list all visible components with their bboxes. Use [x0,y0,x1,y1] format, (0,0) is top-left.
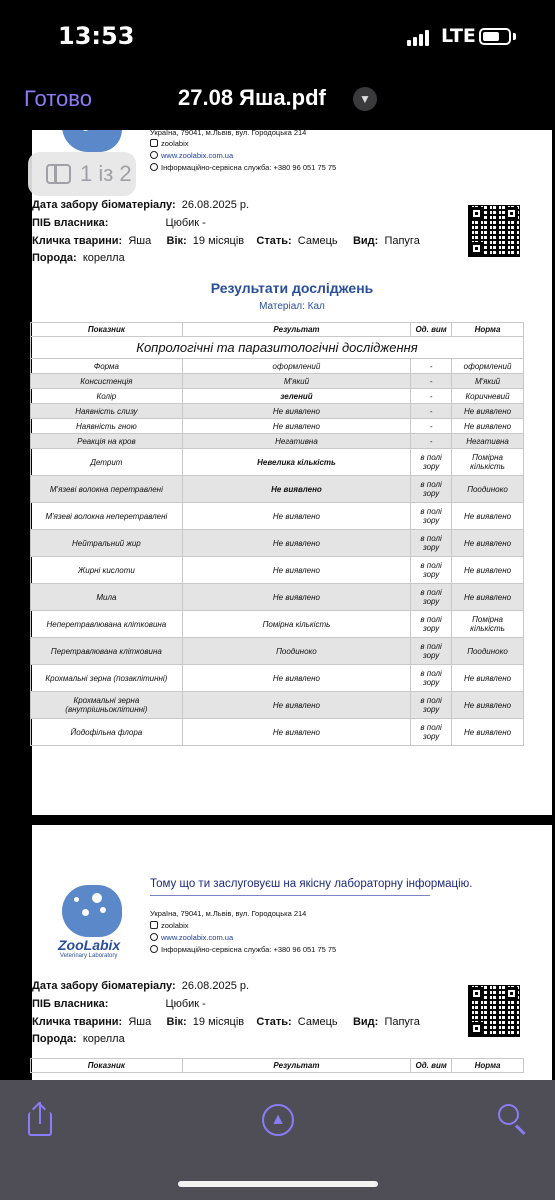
row-result: Не виявлено [182,719,410,746]
row-unit: - [411,359,452,374]
row-unit: - [411,389,452,404]
col-header: Норма [452,323,524,337]
sample-date: Дата забору біоматеріалу: 26.08.2025 р. [32,199,250,211]
table-row [31,503,524,530]
row-norm: Не виявлено [452,404,524,419]
globe-icon [150,151,158,159]
row-result: Негативна [182,434,410,449]
battery-icon [479,28,511,45]
row-unit: в полі зору [411,584,452,611]
lab-tagline: Тому що ти заслуговуєш на якісну лабораторну інформацію. [150,878,473,890]
row-unit: в полі зору [411,638,452,665]
row-result: М'який [182,374,410,389]
row-norm: Помірна кількість [452,449,524,476]
info-icon [150,945,158,953]
search-icon[interactable] [498,1104,530,1136]
row-result: Не виявлено [182,476,410,503]
nav-bar [0,70,555,130]
section-row: Копрологічні та паразитологічні дослідження [31,337,524,359]
status-time: 13:53 [58,22,135,50]
row-norm: Не виявлено [452,557,524,584]
pet-info: Кличка тварини: Яша Вік: 19 місяців Стать: Самець Вид: Папуга [32,1016,420,1028]
table-row [31,557,524,584]
owner-name: ПІБ власника: Цюбик - [32,217,206,229]
row-name: Жирні кислоти [31,557,183,584]
row-result: Не виявлено [182,665,410,692]
row-name: Форма [31,359,183,374]
row-result: оформлений [182,359,410,374]
pdf-page-1 [32,130,552,815]
results-table-page2 [30,1058,524,1073]
row-unit: в полі зору [411,692,452,719]
home-indicator[interactable] [178,1181,378,1187]
done-button[interactable]: Готово [24,86,92,111]
instagram-icon [150,139,158,147]
row-unit: - [411,434,452,449]
row-norm: Не виявлено [452,665,524,692]
row-norm: Не виявлено [452,503,524,530]
table-row [31,419,524,434]
row-unit: - [411,419,452,434]
table-row [31,719,524,746]
results-table [30,322,524,746]
row-norm: Коричневий [452,389,524,404]
col-header: Од. вим [411,323,452,337]
table-row [31,611,524,638]
row-name: Консистенція [31,374,183,389]
row-name: Неперетравлювана клітковина [31,611,183,638]
row-norm: Не виявлено [452,584,524,611]
chevron-down-icon[interactable]: ▼ [353,87,377,111]
row-unit: в полі зору [411,665,452,692]
results-material: Матеріал: Кал [259,301,325,312]
row-result: Не виявлено [182,404,410,419]
tagline-divider [150,895,430,896]
row-norm: Не виявлено [452,419,524,434]
breed: Порода: корелла [32,1033,125,1045]
pdf-viewer[interactable] [0,130,555,1080]
instagram-icon [150,921,158,929]
table-row [31,584,524,611]
row-unit: - [411,374,452,389]
lab-address: Україна, 79041, м.Львів, вул. Городоцька 214 [150,130,307,137]
info-icon [150,163,158,171]
lab-address: Україна, 79041, м.Львів, вул. Городоцька 214 [150,909,307,918]
network-type: LTE [441,25,476,47]
markup-icon[interactable]: ▲ [262,1104,294,1136]
row-name: Наявність гною [31,419,183,434]
row-norm: Поодиноко [452,476,524,503]
share-icon[interactable] [26,1102,54,1138]
row-norm: Не виявлено [452,530,524,557]
breed: Порода: корелла [32,252,125,264]
table-row [31,530,524,557]
row-norm: Негативна [452,434,524,449]
results-title: Результати досліджень [210,280,374,296]
table-row [31,434,524,449]
owner-name: ПІБ власника: Цюбик - [32,998,206,1010]
row-norm: Поодиноко [452,638,524,665]
page-indicator[interactable]: 1 із 2 [28,152,136,196]
row-result: Не виявлено [182,530,410,557]
row-name: Реакція на кров [31,434,183,449]
row-unit: в полі зору [411,503,452,530]
zoolabix-logo: ZooLabix Veterinary Laboratory [62,885,134,957]
row-norm: оформлений [452,359,524,374]
table-header [31,323,524,337]
lab-instagram: zoolabix [150,139,189,148]
row-unit: - [411,404,452,419]
table-row [31,374,524,389]
signal-icon [407,30,433,46]
row-result: Не виявлено [182,557,410,584]
table-row [31,404,524,419]
table-row [31,665,524,692]
row-name: Колір [31,389,183,404]
row-unit: в полі зору [411,476,452,503]
table-row [31,449,524,476]
qr-code [468,205,520,257]
lab-phone: Інформаційно-сервісна служба: +380 96 051 75 75 [150,163,336,172]
lab-instagram: zoolabix [150,921,189,930]
row-name: Наявність слизу [31,404,183,419]
globe-icon [150,933,158,941]
row-norm: М'який [452,374,524,389]
row-result: Не виявлено [182,419,410,434]
table-row [31,692,524,719]
lab-phone: Інформаційно-сервісна служба: +380 96 051 75 75 [150,945,336,954]
pdf-page-2 [32,825,552,1080]
row-name: Детрит [31,449,183,476]
row-name: М'язеві волокна перетравлені [31,476,183,503]
table-row [31,389,524,404]
sample-date: Дата забору біоматеріалу: 26.08.2025 р. [32,980,250,992]
qr-code [468,985,520,1037]
sidebar-icon[interactable] [46,164,71,184]
row-name: Йодофільна флора [31,719,183,746]
row-result: Поодиноко [182,638,410,665]
row-result: Невелика кількість [182,449,410,476]
row-name: Мила [31,584,183,611]
row-unit: в полі зору [411,557,452,584]
row-norm: Не виявлено [452,719,524,746]
table-row [31,476,524,503]
row-result: Не виявлено [182,584,410,611]
row-norm: Помірна кількість [452,611,524,638]
status-bar [0,0,555,70]
row-name: М'язеві волокна неперетравлені [31,503,183,530]
table-row [31,638,524,665]
row-name: Нейтральний жир [31,530,183,557]
row-result: Не виявлено [182,503,410,530]
table-row [31,359,524,374]
row-norm: Не виявлено [452,692,524,719]
lab-website[interactable]: www.zoolabix.com.ua [150,933,233,942]
row-unit: в полі зору [411,611,452,638]
row-result: Не виявлено [182,692,410,719]
row-result: Помірна кількість [182,611,410,638]
col-header: Показник [31,323,183,337]
pet-info: Кличка тварини: Яша Вік: 19 місяців Стать: Самець Вид: Папуга [32,235,420,247]
row-name: Крохмальні зерна (позаклітинні) [31,665,183,692]
col-header: Результат [182,323,410,337]
row-name: Крохмальні зерна (внутрішньоклітинні) [31,692,183,719]
row-unit: в полі зору [411,530,452,557]
table-header: Показник Результат Од. вим Норма [31,1059,524,1073]
row-name: Перетравлювана клітковина [31,638,183,665]
row-unit: в полі зору [411,449,452,476]
row-unit: в полі зору [411,719,452,746]
lab-website[interactable]: www.zoolabix.com.ua [150,151,233,160]
file-title[interactable]: 27.08 Яша.pdf [178,85,326,110]
row-result: зелений [182,389,410,404]
battery-tip [513,33,516,40]
